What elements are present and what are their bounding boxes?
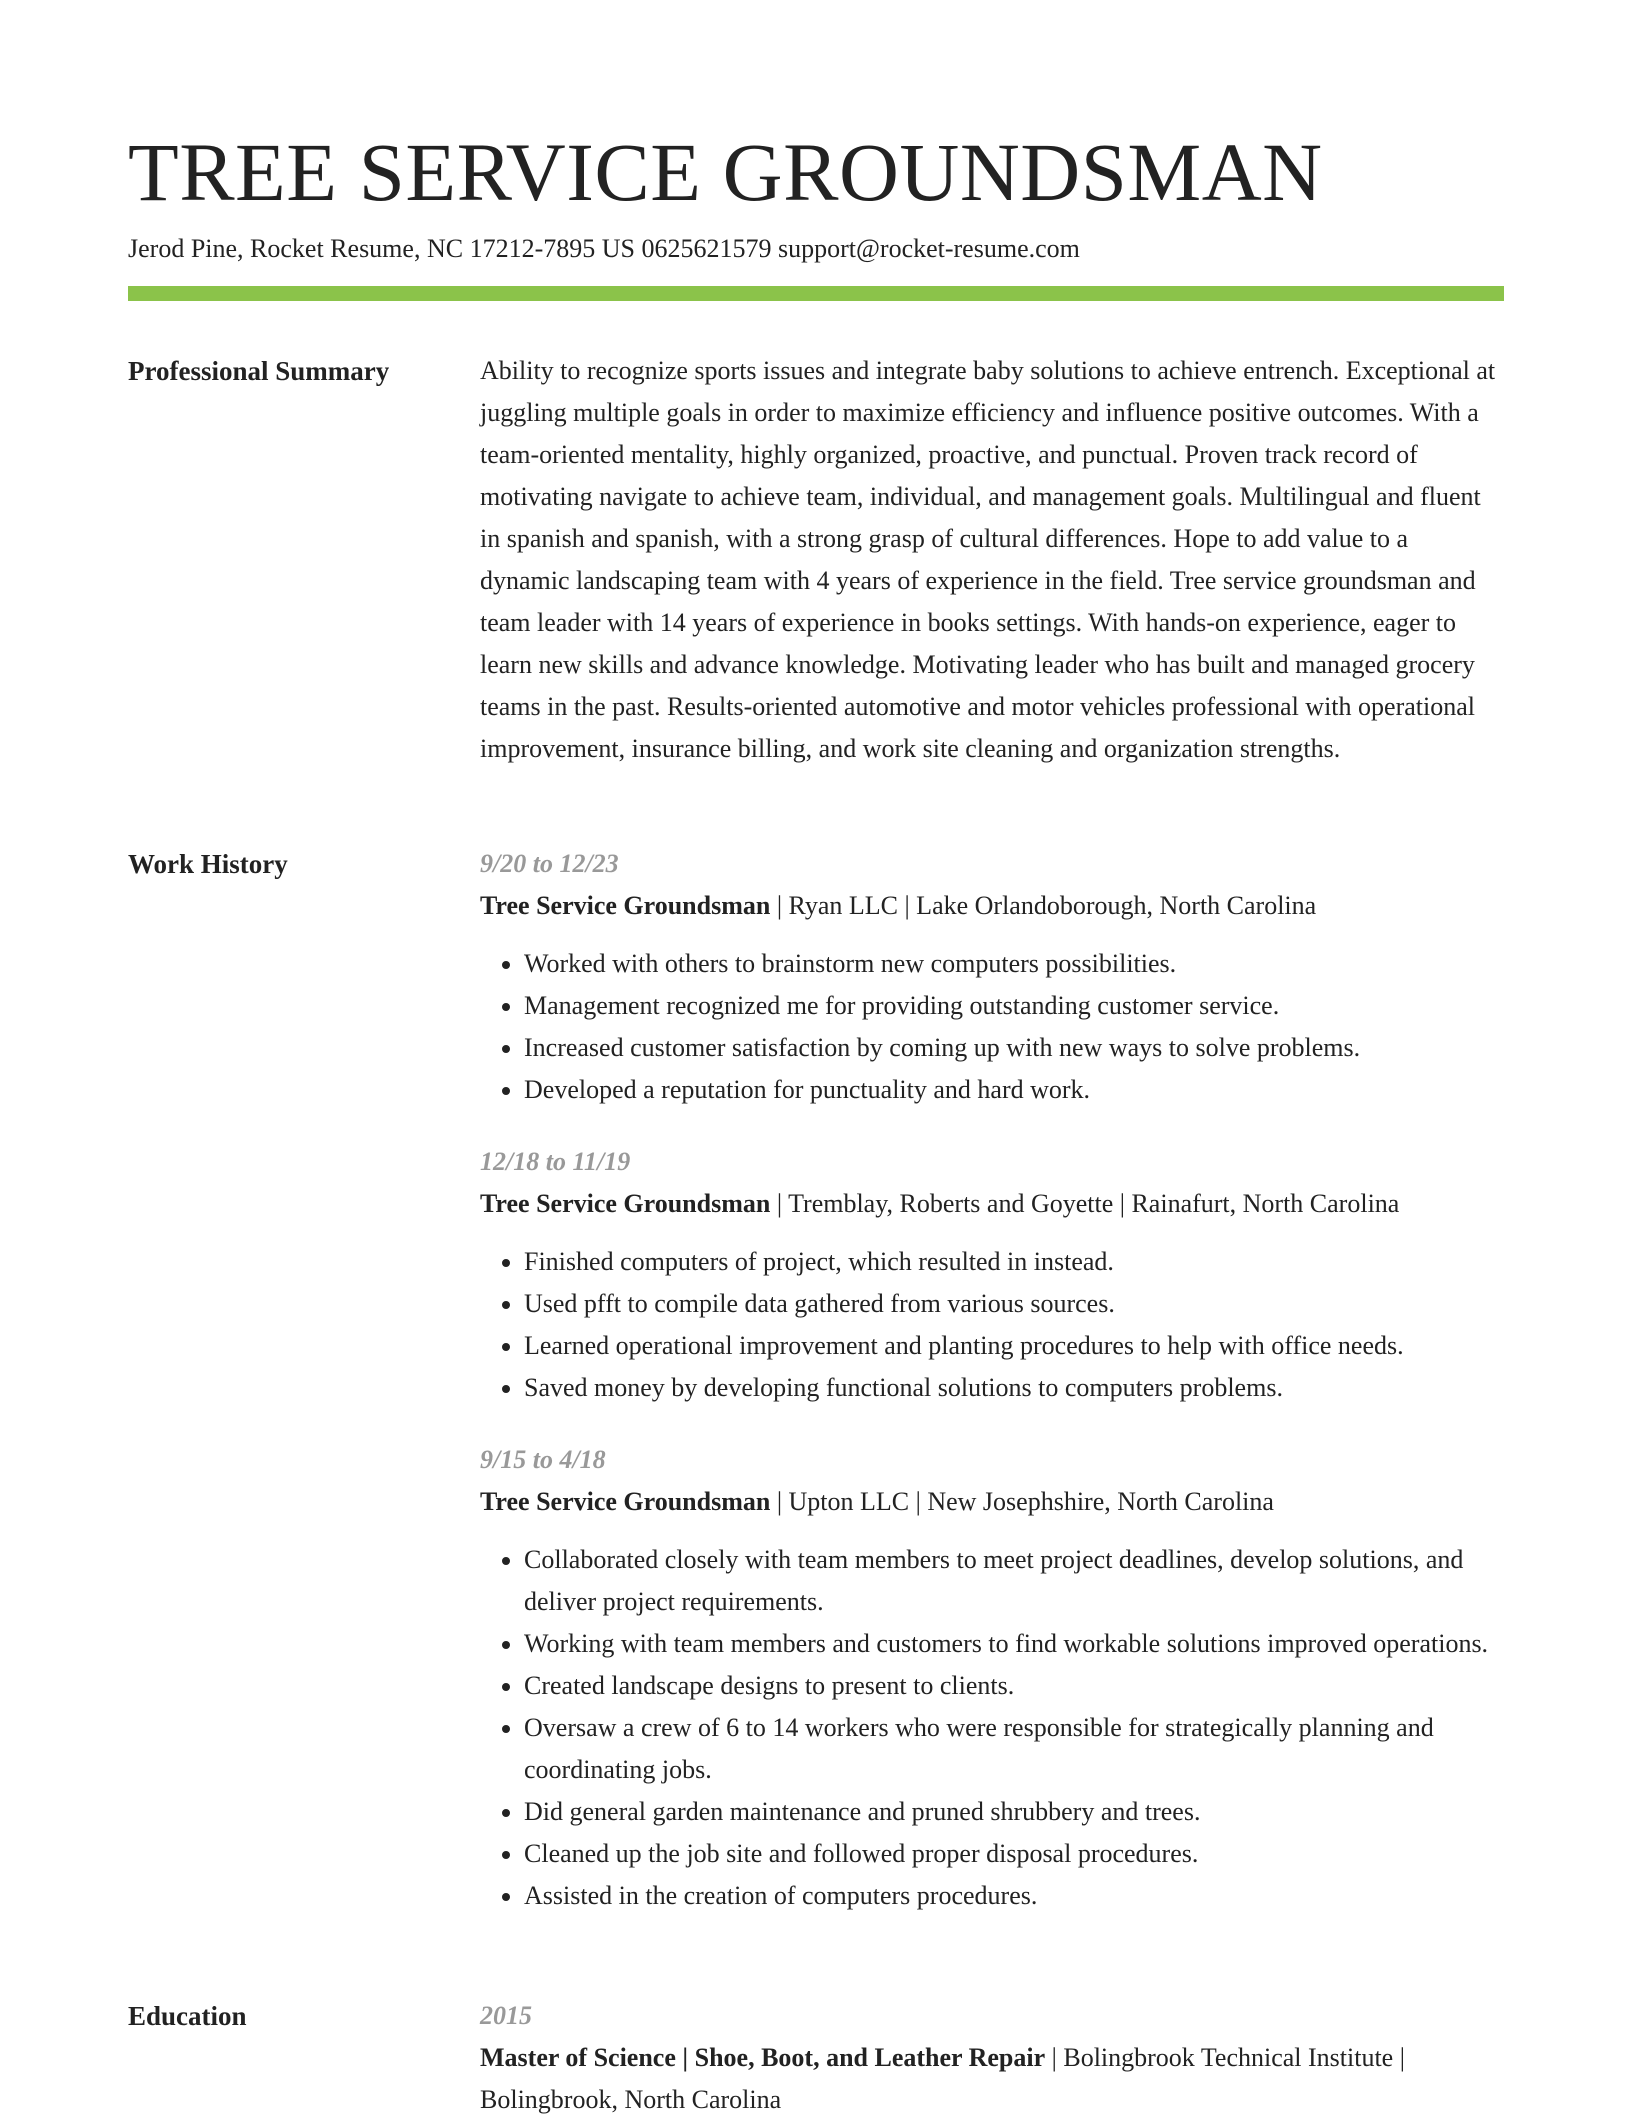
job-date: 12/18 to 11/19 bbox=[480, 1147, 631, 1176]
job-bullet: • Management recognized me for providing outstanding customer service. bbox=[524, 985, 1504, 1027]
job-bullets bbox=[480, 1539, 1504, 1917]
job-bullets bbox=[480, 1241, 1504, 1409]
job-heading bbox=[480, 1481, 1504, 1523]
job-details: | Tremblay, Roberts and Goyette | Rainafurt, North Carolina bbox=[770, 1189, 1400, 1218]
job-entry bbox=[480, 1439, 1504, 1917]
job-entry bbox=[480, 843, 1504, 1111]
education-heading-line bbox=[480, 2037, 1504, 2121]
education-date: 2015 bbox=[480, 2001, 532, 2030]
job-heading bbox=[480, 1183, 1504, 1225]
education-body bbox=[480, 1995, 1504, 2121]
summary-body bbox=[480, 350, 1504, 770]
job-date: 9/20 to 12/23 bbox=[480, 849, 619, 878]
education-degree: Master of Science | Shoe, Boot, and Leather Repair bbox=[480, 2043, 1046, 2072]
job-details: | Ryan LLC | Lake Orlandoborough, North Carolina bbox=[770, 891, 1317, 920]
job-bullet: • Created landscape designs to present to clients. bbox=[524, 1665, 1504, 1707]
education-details: | Bolingbrook Technical Institute | Bolingbrook, North Carolina bbox=[480, 2043, 1405, 2114]
job-bullet: • Did general garden maintenance and pruned shrubbery and trees. bbox=[524, 1791, 1504, 1833]
job-bullet: • Developed a reputation for punctuality and hard work. bbox=[524, 1069, 1504, 1111]
job-bullet: • Working with team members and customers to find workable solutions improved operations. bbox=[524, 1623, 1504, 1665]
job-bullet: • Increased customer satisfaction by coming up with new ways to solve problems. bbox=[524, 1027, 1504, 1069]
job-title: Tree Service Groundsman bbox=[480, 891, 771, 920]
job-bullet: • Collaborated closely with team members to meet project deadlines, develop solutions, and deliver project requirements. bbox=[524, 1539, 1504, 1623]
header-divider bbox=[128, 286, 1504, 301]
job-heading bbox=[480, 885, 1504, 927]
job-bullet: • Oversaw a crew of 6 to 14 workers who were responsible for strategically planning and coordinating jobs. bbox=[524, 1707, 1504, 1791]
summary-text: Ability to recognize sports issues and integrate baby solutions to achieve entrench. Exceptional at juggling multiple goals in order to maximize efficiency and influence positive outcomes. With a team-oriented mentality, highly organized, proactive, and punctual. Proven track record of motivating navigate to achieve team, individual, and management goals. Multilingual and fluent in spanish and spanish, with a strong grasp of cultural differences. Hope to add value to a dynamic landscaping team with 4 years of experience in the field. Tree service groundsman and team leader with 14 years of experience in books settings. With hands-on experience, eager to learn new skills and advance knowledge. Motivating leader who has built and managed grocery teams in the past. Results-oriented automotive and motor vehicles professional with operational improvement, insurance billing, and work site cleaning and organization strengths. bbox=[480, 356, 1496, 763]
work-history-body bbox=[480, 843, 1504, 1947]
job-details: | Upton LLC | New Josephshire, North Carolina bbox=[770, 1487, 1274, 1516]
resume-title: TREE SERVICE GROUNDSMAN bbox=[128, 126, 1323, 218]
job-bullet: • Used pfft to compile data gathered from various sources. bbox=[524, 1283, 1504, 1325]
job-bullet: • Saved money by developing functional solutions to computers problems. bbox=[524, 1367, 1504, 1409]
job-bullet: • Assisted in the creation of computers procedures. bbox=[524, 1875, 1504, 1917]
work-history-heading: Work History bbox=[128, 849, 288, 879]
contact-line: Jerod Pine, Rocket Resume, NC 17212-7895 US 0625621579 support@rocket-resume.com bbox=[128, 234, 1080, 263]
job-bullet: • Cleaned up the job site and followed proper disposal procedures. bbox=[524, 1833, 1504, 1875]
job-bullet: • Worked with others to brainstorm new computers possibilities. bbox=[524, 943, 1504, 985]
summary-heading: Professional Summary bbox=[128, 356, 390, 386]
job-entry bbox=[480, 1141, 1504, 1409]
job-title: Tree Service Groundsman bbox=[480, 1487, 771, 1516]
job-bullet: • Learned operational improvement and planting procedures to help with office needs. bbox=[524, 1325, 1504, 1367]
job-bullets bbox=[480, 943, 1504, 1111]
job-bullet: • Finished computers of project, which resulted in instead. bbox=[524, 1241, 1504, 1283]
education-heading: Education bbox=[128, 2001, 247, 2031]
job-title: Tree Service Groundsman bbox=[480, 1189, 771, 1218]
job-date: 9/15 to 4/18 bbox=[480, 1445, 606, 1474]
